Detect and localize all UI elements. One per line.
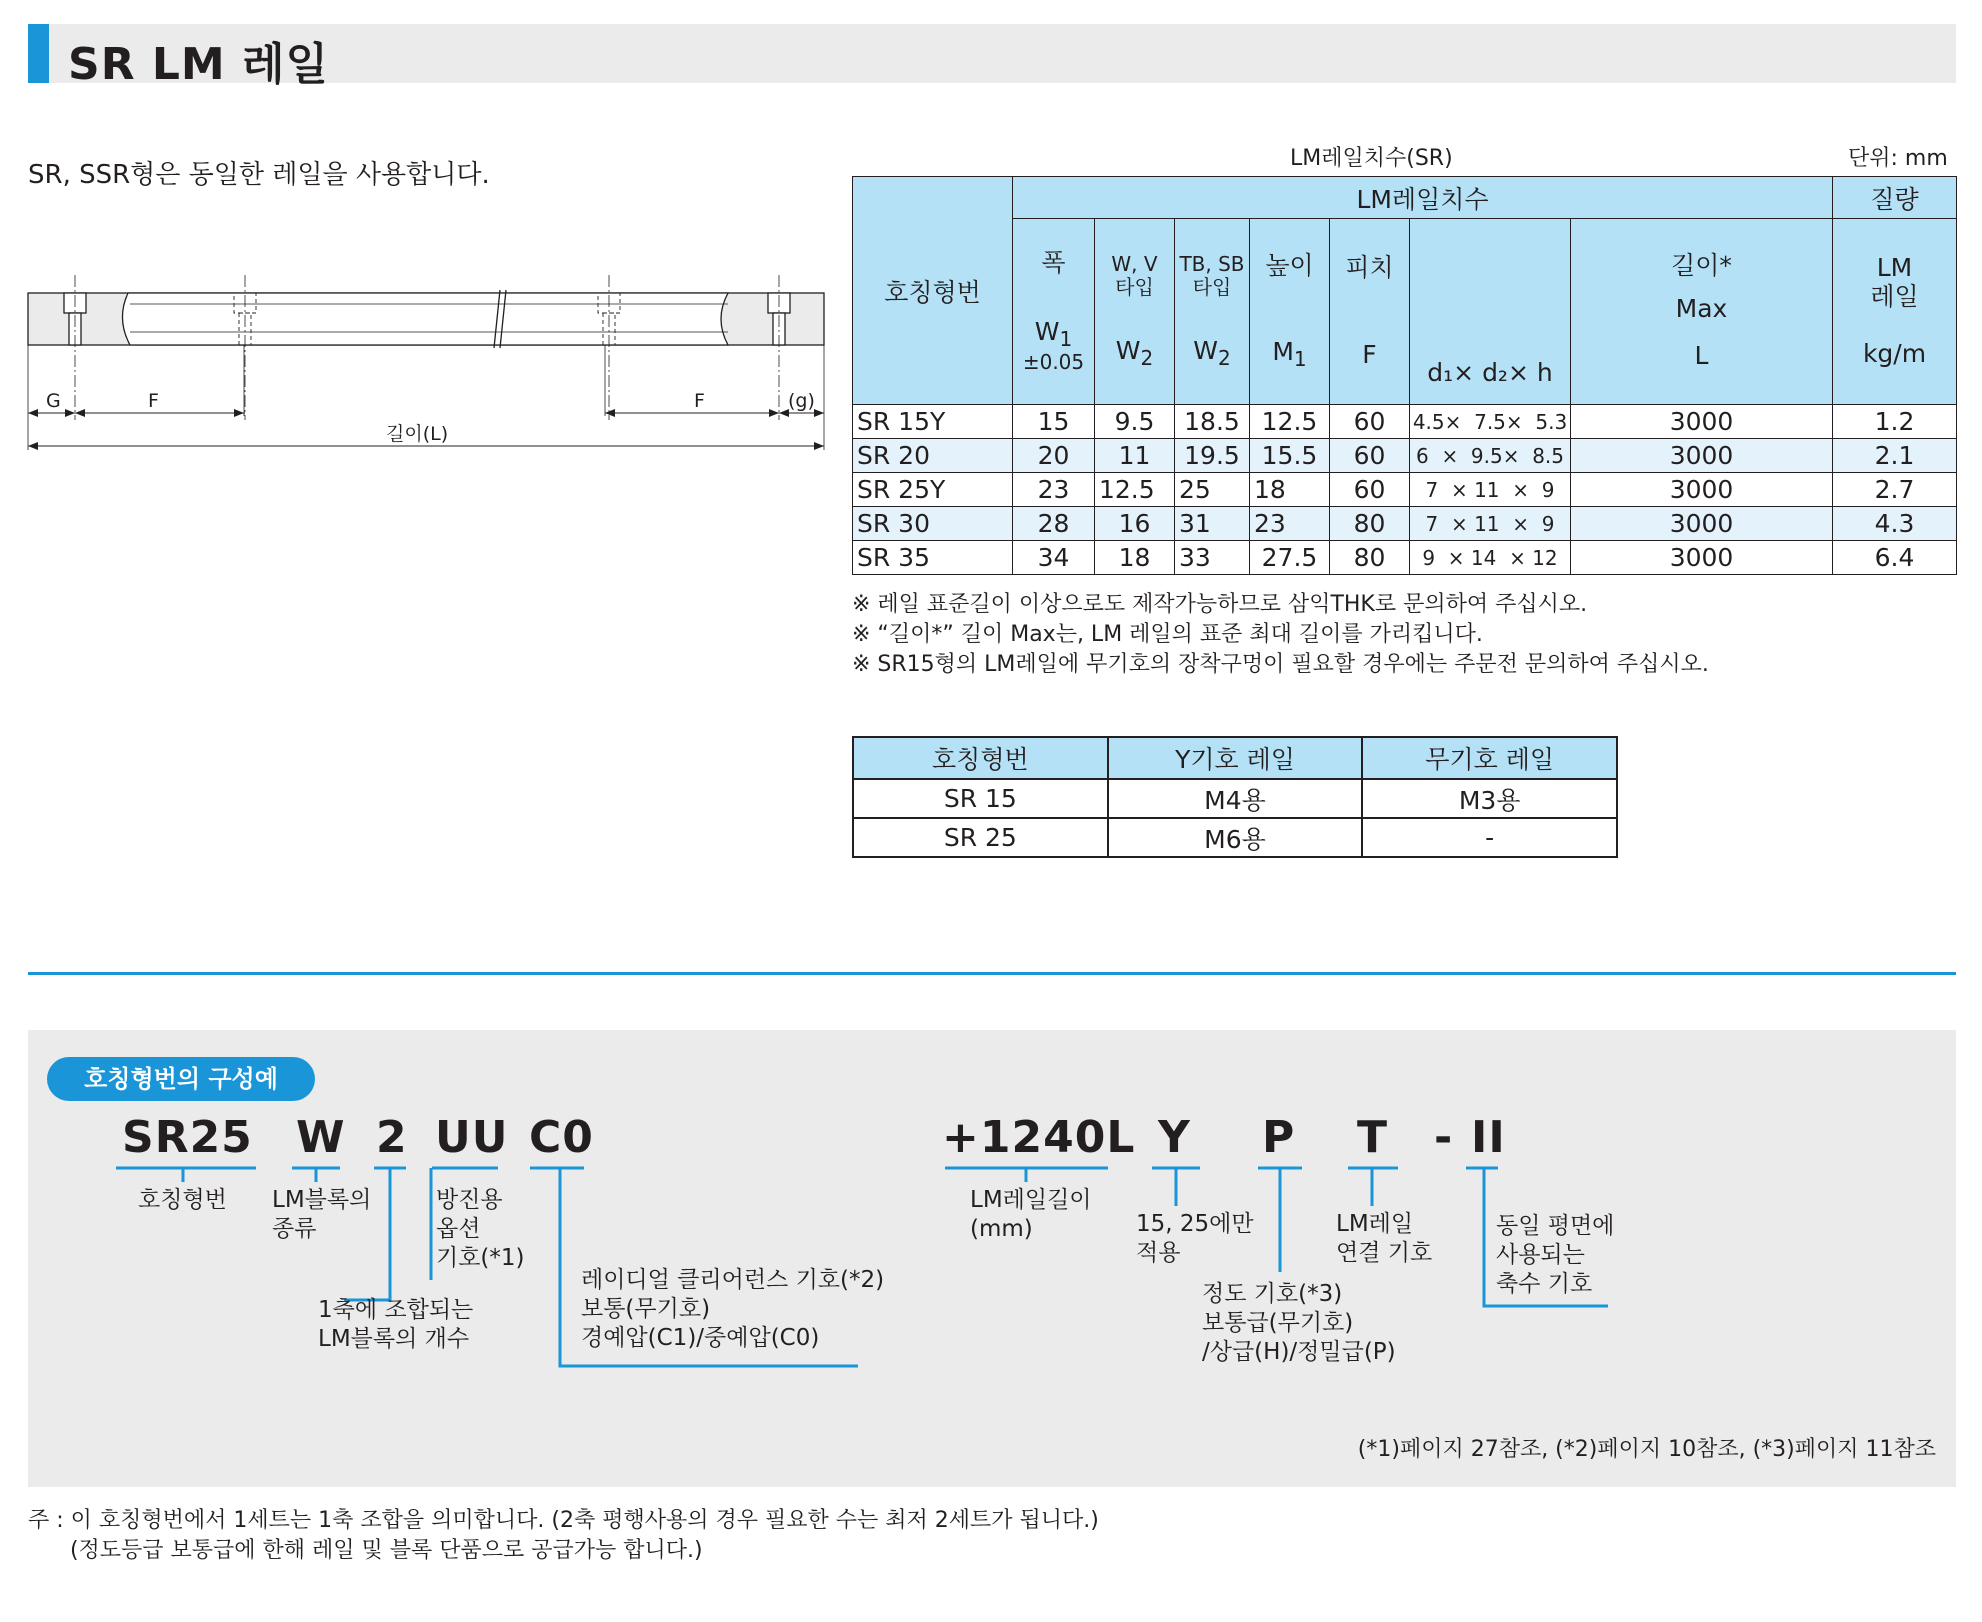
header-mass-detail: LM 레일 kg/m [1833,219,1957,405]
code-c0: C0 [529,1112,594,1163]
label-block-type: LM블록의 종류 [272,1187,372,1242]
composition-title-pill: 호칭형번의 구성예 [47,1057,315,1101]
table-row: SR 30 28 16 31 23 80 7 × 11 × 9 3000 4.3 [853,507,1957,541]
footnote: 주 : 이 호칭형번에서 1세트는 1축 조합을 의미합니다. (2축 평행사용의 경우 필요한 수는 최저 2세트가 됩니다.) (정도등급 보통급에 한해 레일 및 블록 단품으로 공급가능 합니다.) [28,1508,1099,1563]
label-accuracy: 정도 기호(*3) 보통급(무기호) /상급(H)/정밀급(P) [1202,1281,1396,1365]
dim-f-left-label: F [148,390,159,412]
code-t: T [1357,1112,1389,1163]
intro-text: SR, SSR형은 동일한 레일을 사용합니다. [28,160,490,190]
header-w2a: W, V 타입 $W_2$ [1095,219,1175,405]
label-seal: 방진용 옵션 기호(*1) [436,1187,525,1271]
table-row: SR 15Y 15 9.5 18.5 12.5 60 4.5× 7.5× 5.3 3000 1.2 [853,405,1957,439]
dim-g-label: G [46,390,61,412]
spec-table-unit: 단위: mm [1848,146,1948,171]
label-count: 1축에 조합되는 LM블록의 개수 [318,1297,474,1352]
code-2: 2 [376,1112,408,1163]
code-dash: - [1434,1112,1454,1163]
table-row: SR 35 34 18 33 27.5 80 9 × 14 × 12 3000 6.4 [853,541,1957,575]
table-row: SR 20 20 11 19.5 15.5 60 6 × 9.5× 8.5 3000 2.1 [853,439,1957,473]
label-joint: LM레일 연결 기호 [1336,1211,1433,1266]
code-y: Y [1158,1112,1191,1163]
header-mass: 질량 [1833,177,1957,219]
header-model: 호칭형번 [853,177,1013,405]
header-dims: LM레일치수 [1013,177,1833,219]
code-p: P [1262,1112,1296,1163]
label-axis: 동일 평면에 사용되는 축수 기호 [1496,1213,1615,1297]
page-title: SR LM 레일 [68,39,330,90]
header-length: 길이* Max L [1571,219,1833,405]
table-row: SR 25Y 23 12.5 25 18 60 7 × 11 × 9 3000 2.7 [853,473,1957,507]
header-pitch: 피치 F [1330,219,1410,405]
table-row: SR 25 M6용 - [853,818,1617,857]
note-item: ※ “길이*” 길이 Max는, LM 레일의 표준 최대 길이를 가리킵니다. [852,622,1483,647]
code-sr25: SR25 [122,1112,253,1163]
dim-g-small-label: (g) [788,390,815,412]
header-w2b: TB, SB 타입 $W_2$ [1175,219,1250,405]
code-ii: II [1471,1112,1506,1163]
table-row: SR 15 M4용 M3용 [853,779,1617,818]
label-rail-length: LM레일길이 (mm) [970,1187,1092,1242]
label-model: 호칭형번 [138,1187,227,1213]
label-y-only: 15, 25에만 적용 [1136,1211,1254,1266]
header-hole: d₁× d₂× h [1410,219,1571,405]
dim-length-label: 길이(L) [386,423,449,445]
page-references: (*1)페이지 27참조, (*2)페이지 10참조, (*3)페이지 11참조 [1357,1437,1936,1462]
spec-table-caption: LM레일치수(SR) [1290,146,1453,171]
note-item: ※ 레일 표준길이 이상으로도 제작가능하므로 삼익THK로 문의하여 주십시오. [852,592,1588,617]
code-length: +1240L [942,1112,1136,1163]
note-item: ※ SR15형의 LM레일에 무기호의 장착구멍이 필요할 경우에는 주문전 문의하여 주십시오. [852,652,1709,677]
mount-table-header: 호칭형번 Y기호 레일 무기호 레일 [853,737,1617,779]
header-width: 폭 $W_1$ ±0.05 [1013,219,1095,405]
code-uu: UU [435,1112,509,1163]
dim-f-right-label: F [694,390,705,412]
label-clearance: 레이디얼 클리어런스 기호(*2) 보통(무기호) 경예압(C1)/중예압(C0) [581,1267,885,1351]
header-height: 높이 $M_1$ [1250,219,1330,405]
code-w: W [296,1112,346,1163]
